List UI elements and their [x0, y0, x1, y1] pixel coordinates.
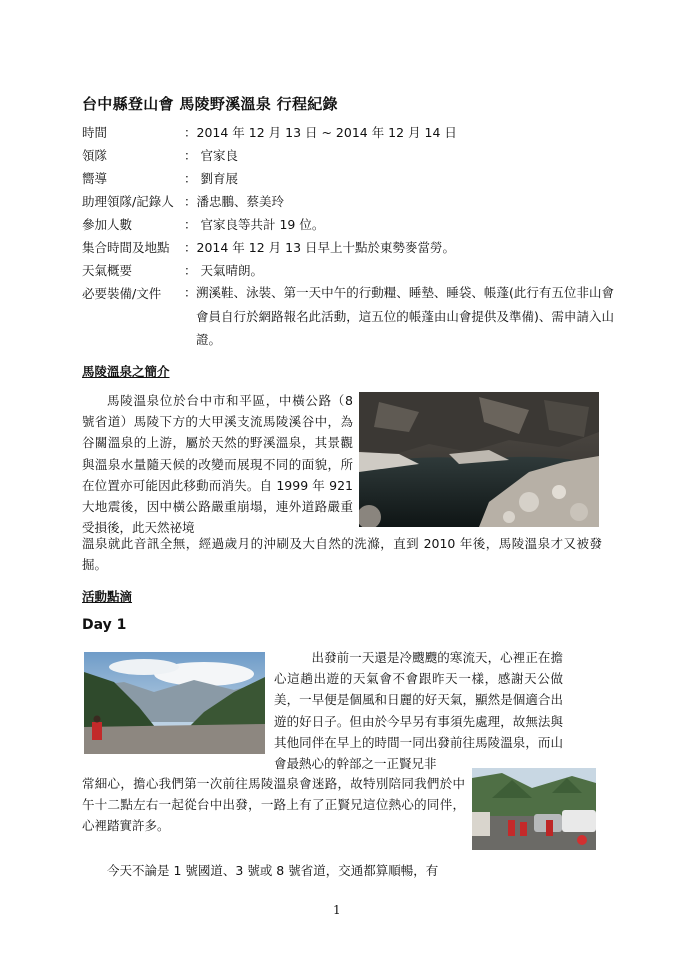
info-value: ：潘忠鵬、蔡美玲 [184, 194, 285, 209]
info-value: ： 劉育展 [184, 171, 238, 186]
info-label: 集合時間及地點 [82, 240, 170, 255]
river-pool-photo [359, 392, 599, 527]
day-heading: Day 1 [82, 617, 127, 633]
info-label: 參加人數 [82, 217, 133, 232]
equipment-value: ： 溯溪鞋、泳裝、第一天中午的行動糧、睡墊、睡袋、帳蓬(此行有五位非山會會員自行於網路報名此活動，這五位的帳蓬由山會提供及準備)、需申請入山證。 [184, 285, 614, 347]
document-title: 台中縣登山會 馬陵野溪溫泉 行程紀錄 [82, 95, 338, 113]
activity-heading: 活動點滴 [82, 589, 133, 604]
info-label: 助理領隊/記錄人 [82, 194, 174, 209]
day1-paragraph-1: 出發前一天還是冷颼颼的寒流天，心裡正在擔心這趟出遊的天氣會不會跟昨天一樣，感謝天公做美，一早便是個風和日麗的好天氣，顯然是個適合出遊的好日子。但由於今早另有事須先處理，故無法與其他同伴在早上的時間一同出發前往馬陵溫泉，而山會最熱心的幹部之一正賢兄非 [274, 650, 563, 772]
day1-paragraph-3: 今天不論是 1 號國道、3 號或 8 號省道，交通都算順暢，有 [107, 863, 439, 878]
info-value: ： 官家良 [184, 148, 238, 163]
info-label: 嚮導 [82, 171, 108, 186]
parking-group-photo [472, 768, 596, 850]
day1-paragraph-2: 常細心，擔心我們第一次前往馬陵溫泉會迷路，故特別陪同我們於中午十二點左右一起從台中出發，一路上有了正賢兄這位熱心的同伴，心裡踏實許多。 [82, 776, 465, 834]
info-value: ： 天氣晴朗。 [184, 263, 263, 278]
info-value: ：2014 年 12 月 13 日早上十點於東勢麥當勞。 [184, 240, 456, 255]
info-label: 必要裝備/文件 [82, 286, 162, 301]
info-label: 時間 [82, 125, 108, 140]
intro-paragraph-wrapped: 馬陵溫泉位於台中市和平區，中橫公路（8 號省道）馬陵下方的大甲溪支流馬陵溪谷中，為谷關溫泉的上游，屬於天然的野溪溫泉，其景觀與溫泉水量隨天候的改變而展現不同的面貌，所在位置亦可能因此移動而消失。自 1999 年 921 大地震後，因中橫公路嚴重崩塌，連外道路嚴重受損後，此天然祕境 [82, 393, 353, 536]
info-value: ： 官家良等共計 19 位。 [184, 217, 325, 232]
page-number: 1 [333, 903, 341, 917]
intro-heading: 馬陵溫泉之簡介 [82, 364, 170, 379]
info-label: 領隊 [82, 148, 108, 163]
intro-paragraph-full: 溫泉就此音訊全無，經過歲月的沖刷及大自然的洗滌，直到 2010 年後，馬陵溫泉才又被發掘。 [82, 536, 602, 573]
mountain-valley-photo [84, 652, 265, 754]
info-label: 天氣概要 [82, 263, 133, 278]
info-value: ：2014 年 12 月 13 日 ~ 2014 年 12 月 14 日 [184, 125, 457, 140]
